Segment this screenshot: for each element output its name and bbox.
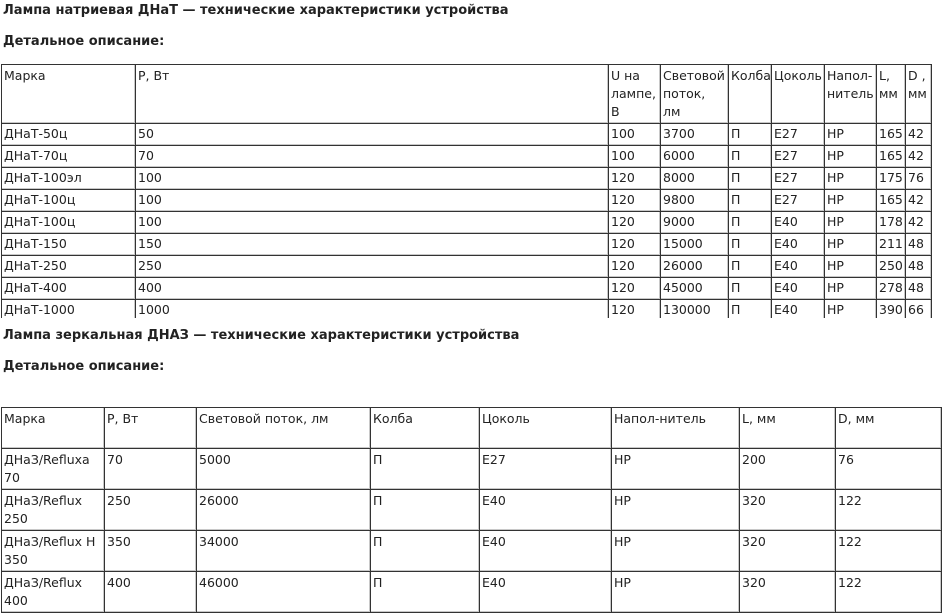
sodium-table-cell: 120 — [609, 190, 661, 212]
sodium-table-cell: 165 — [877, 190, 906, 212]
sodium-table-cell: 66 — [906, 300, 932, 322]
sodium-table-cell: 100 — [609, 124, 661, 146]
sodium-table-cell: HP — [825, 212, 877, 234]
mirror-table-cell: E40 — [480, 490, 612, 531]
mirror-table-cell: П — [371, 449, 480, 490]
sodium-header-row — [2, 65, 932, 124]
sodium-table-cell: 120 — [609, 300, 661, 322]
mirror-table-cell: ДНаЗ/Refluxa 70 — [2, 449, 105, 490]
mirror-table-cell: 320 — [740, 490, 836, 531]
mirror-header-cell: P, Вт — [105, 408, 197, 449]
sodium-table-cell: 45000 — [661, 278, 729, 300]
mirror-header-cell: Напол-нитель — [612, 408, 740, 449]
mirror-header-cell: Цоколь — [480, 408, 612, 449]
sodium-header-cell: Колба — [729, 65, 772, 124]
sodium-table-cell: 165 — [877, 124, 906, 146]
sodium-table-cell: 15000 — [661, 234, 729, 256]
mirror-table-cell: 200 — [740, 449, 836, 490]
sodium-table-cell: 48 — [906, 256, 932, 278]
sodium-table-cell: П — [729, 278, 772, 300]
mirror-table-cell: 250 — [105, 490, 197, 531]
mirror-table-cell: HP — [612, 449, 740, 490]
sodium-table-cell: HP — [825, 124, 877, 146]
sodium-table-cell: П — [729, 212, 772, 234]
sodium-table-cell: 211 — [877, 234, 906, 256]
table-clip-gap — [0, 318, 944, 326]
sodium-table-cell: ДНаТ-50ц — [2, 124, 136, 146]
sodium-table-cell: 130000 — [661, 300, 729, 322]
sodium-table-cell: ДНаТ-100ц — [2, 212, 136, 234]
mirror-header-cell: Световой поток, лм — [197, 408, 371, 449]
sodium-table-cell: П — [729, 168, 772, 190]
sodium-table-cell: ДНаТ-250 — [2, 256, 136, 278]
sodium-table-cell: 76 — [906, 168, 932, 190]
sodium-table-cell: ДНаТ-70ц — [2, 146, 136, 168]
sodium-table-cell: 120 — [609, 212, 661, 234]
sodium-table-row — [2, 212, 932, 234]
mirror-table-cell: HP — [612, 531, 740, 572]
mirror-table-cell: 122 — [836, 572, 942, 613]
sodium-table-row — [2, 190, 932, 212]
sodium-lamp-table — [1, 64, 932, 322]
sodium-table-cell: HP — [825, 168, 877, 190]
mirror-table-row — [2, 572, 942, 613]
mirror-header-cell: Марка — [2, 408, 105, 449]
mirror-header-row — [2, 408, 942, 449]
sodium-table-cell: 178 — [877, 212, 906, 234]
mirror-table-cell: П — [371, 490, 480, 531]
sodium-table-cell: E40 — [772, 300, 825, 322]
sodium-table-cell: HP — [825, 256, 877, 278]
sodium-table-cell: П — [729, 146, 772, 168]
sodium-table-row — [2, 146, 932, 168]
sodium-table-cell: E40 — [772, 278, 825, 300]
sodium-header-cell: Напол-нитель — [825, 65, 877, 124]
sodium-table-cell: 9000 — [661, 212, 729, 234]
sodium-table-row — [2, 124, 932, 146]
sodium-table-cell: 6000 — [661, 146, 729, 168]
mirror-table-cell: ДНаЗ/Reflux H 350 — [2, 531, 105, 572]
sodium-table-cell: 120 — [609, 278, 661, 300]
mirror-table-cell: HP — [612, 490, 740, 531]
sodium-table-row — [2, 256, 932, 278]
sodium-table-cell: 165 — [877, 146, 906, 168]
sodium-table-cell: E27 — [772, 146, 825, 168]
section2-subtitle: Детальное описание: — [3, 359, 165, 374]
mirror-table-cell: 122 — [836, 531, 942, 572]
mirror-header-cell: D, мм — [836, 408, 942, 449]
sodium-header-cell: Цоколь — [772, 65, 825, 124]
mirror-table-cell: HP — [612, 572, 740, 613]
sodium-table-cell: 1000 — [136, 300, 609, 322]
sodium-table-cell: 8000 — [661, 168, 729, 190]
section1-subtitle: Детальное описание: — [3, 34, 165, 49]
sodium-table-cell: П — [729, 234, 772, 256]
mirror-table-cell: 26000 — [197, 490, 371, 531]
sodium-table-cell: HP — [825, 190, 877, 212]
sodium-table-cell: ДНаТ-400 — [2, 278, 136, 300]
sodium-table-cell: HP — [825, 278, 877, 300]
mirror-lamp-table — [1, 407, 942, 613]
sodium-table-cell: 390 — [877, 300, 906, 322]
sodium-table-cell: 120 — [609, 256, 661, 278]
sodium-table-cell: 100 — [136, 190, 609, 212]
sodium-header-cell: Марка — [2, 65, 136, 124]
mirror-table-cell: 34000 — [197, 531, 371, 572]
section1-title: Лампа натриевая ДНаТ — технические характеристики устройства — [3, 3, 509, 18]
sodium-table-cell: 42 — [906, 124, 932, 146]
sodium-table-cell: 120 — [609, 234, 661, 256]
sodium-table-cell: 150 — [136, 234, 609, 256]
sodium-table-cell: E40 — [772, 234, 825, 256]
sodium-table-cell: 120 — [609, 168, 661, 190]
sodium-table-cell: 70 — [136, 146, 609, 168]
sodium-table-row — [2, 278, 932, 300]
sodium-header-cell: D , мм — [906, 65, 932, 124]
mirror-table-cell: П — [371, 572, 480, 613]
sodium-header-cell: Световой поток, лм — [661, 65, 729, 124]
mirror-table-cell: ДНаЗ/Reflux 400 — [2, 572, 105, 613]
mirror-table-cell: 70 — [105, 449, 197, 490]
mirror-table-cell: ДНаЗ/Reflux 250 — [2, 490, 105, 531]
mirror-table-cell: 122 — [836, 490, 942, 531]
sodium-header-cell: L, мм — [877, 65, 906, 124]
mirror-table-row — [2, 531, 942, 572]
mirror-table-cell: E40 — [480, 531, 612, 572]
sodium-table-cell: E40 — [772, 212, 825, 234]
mirror-table-cell: 46000 — [197, 572, 371, 613]
sodium-table-cell: П — [729, 256, 772, 278]
mirror-table-cell: 76 — [836, 449, 942, 490]
sodium-table-cell: 100 — [136, 212, 609, 234]
mirror-table-cell: 5000 — [197, 449, 371, 490]
mirror-table-cell: 350 — [105, 531, 197, 572]
sodium-table-cell: HP — [825, 234, 877, 256]
mirror-table-cell: П — [371, 531, 480, 572]
sodium-table-cell: 26000 — [661, 256, 729, 278]
mirror-table-cell: 320 — [740, 572, 836, 613]
sodium-table-row — [2, 168, 932, 190]
sodium-table-cell: П — [729, 124, 772, 146]
mirror-table-cell: 320 — [740, 531, 836, 572]
sodium-table-cell: 250 — [136, 256, 609, 278]
sodium-table-cell: E27 — [772, 124, 825, 146]
sodium-table-cell: П — [729, 190, 772, 212]
sodium-table-cell: E27 — [772, 190, 825, 212]
sodium-header-cell: U на лампе, В — [609, 65, 661, 124]
sodium-table-cell: 48 — [906, 278, 932, 300]
mirror-table-cell: E27 — [480, 449, 612, 490]
sodium-table-cell: 42 — [906, 212, 932, 234]
sodium-table-cell: E40 — [772, 256, 825, 278]
mirror-header-cell: Колба — [371, 408, 480, 449]
mirror-header-cell: L, мм — [740, 408, 836, 449]
sodium-table-cell: 250 — [877, 256, 906, 278]
sodium-table-cell: 48 — [906, 234, 932, 256]
sodium-table-cell: HP — [825, 146, 877, 168]
mirror-table-row — [2, 449, 942, 490]
sodium-table-cell: 100 — [136, 168, 609, 190]
mirror-table-cell: 400 — [105, 572, 197, 613]
mirror-table-cell: E40 — [480, 572, 612, 613]
sodium-table-cell: 42 — [906, 146, 932, 168]
sodium-header-cell: P, Вт — [136, 65, 609, 124]
section2-title: Лампа зеркальная ДНАЗ — технические характеристики устройства — [3, 328, 520, 343]
sodium-table-cell: ДНаТ-1000 — [2, 300, 136, 322]
sodium-table-cell: 42 — [906, 190, 932, 212]
mirror-table-row — [2, 490, 942, 531]
sodium-table-row — [2, 234, 932, 256]
sodium-table-cell: 3700 — [661, 124, 729, 146]
sodium-table-cell: 50 — [136, 124, 609, 146]
sodium-table-cell: 400 — [136, 278, 609, 300]
sodium-table-cell: ДНаТ-150 — [2, 234, 136, 256]
sodium-table-cell: E27 — [772, 168, 825, 190]
sodium-table-cell: ДНаТ-100ц — [2, 190, 136, 212]
sodium-table-cell: 278 — [877, 278, 906, 300]
sodium-table-cell: HP — [825, 300, 877, 322]
sodium-table-cell: 9800 — [661, 190, 729, 212]
sodium-table-cell: ДНаТ-100эл — [2, 168, 136, 190]
sodium-table-cell: П — [729, 300, 772, 322]
sodium-table-cell: 175 — [877, 168, 906, 190]
sodium-table-cell: 100 — [609, 146, 661, 168]
